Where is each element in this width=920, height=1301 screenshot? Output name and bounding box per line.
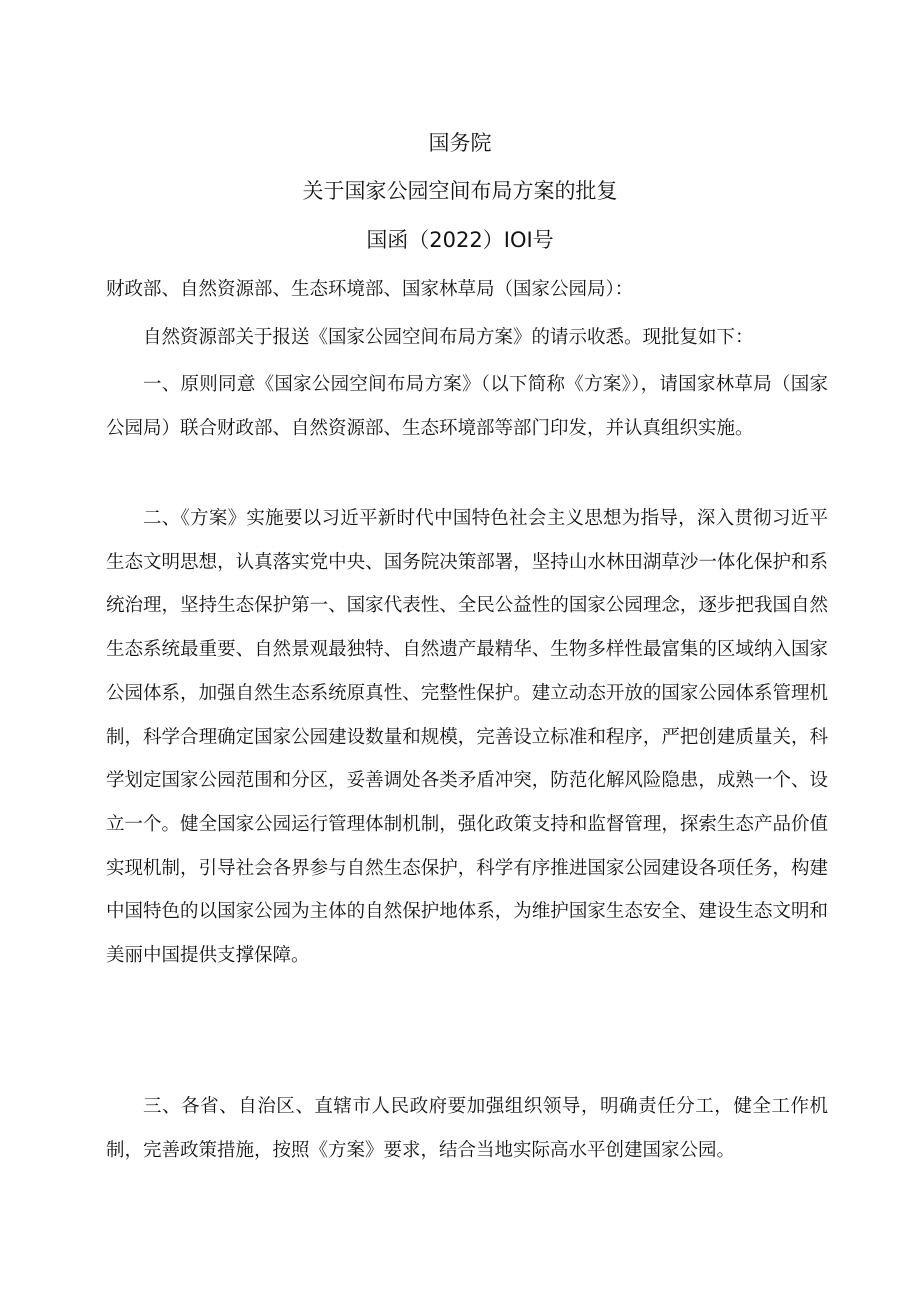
paragraph-item-2: 二、《方案》实施要以习近平新时代中国特色社会主义思想为指导，深入贯彻习近平生态文明思想，认真落实党中央、国务院决策部署，坚持山水林田湖草沙一体化保护和系统治理，坚持生态保护第一、国家代表性、全民公益性的国家公园理念，逐步把我国自然生态系统最重要、自然景观最独特、自然遗产最精华、生物多样性最富集的区域纳入国家公园体系，加强自然生态系统原真性、完整性保护。建立动态开放的国家公园体系管理机制，科学合理确定国家公园建设数量和规模，完善设立标准和程序，严把创建质量关，科学划定国家公园范围和分区，妥善调处各类矛盾冲突，防范化解风险隐患，成熟一个、设立一个。健全国家公园运行管理体制机制，强化政策支持和监督管理，探索生态产品价值实现机制，引导社会各界参与自然生态保护，科学有序推进国家公园建设各项任务，构建中国特色的以国家公园为主体的自然保护地体系，为维护国家生态安全、建设生态文明和美丽中国提供支撑保障。 (106, 508, 828, 967)
paragraph-item-3: 三、各省、自治区、直辖市人民政府要加强组织领导，明确责任分工，健全工作机制，完善政策措施，按照《方案》要求，结合当地实际高水平创建国家公园。 (106, 1096, 828, 1161)
salutation: 财政部、自然资源部、生态环境部、国家林草局（国家公园局）： (106, 279, 634, 300)
document-number: 国函（2022）IOI号 (366, 228, 554, 252)
document-title: 关于国家公园空间布局方案的批复 (302, 179, 618, 203)
paragraph-intro: 自然资源部关于报送《国家公园空间布局方案》的请示收悉。现批复如下： (143, 327, 754, 348)
paragraph-item-1: 一、原则同意《国家公园空间布局方案》（以下简称《方案》），请国家林草局（国家公园局）联合财政部、自然资源部、生态环境部等部门印发，并认真组织实施。 (106, 374, 828, 439)
issuing-authority: 国务院 (428, 131, 492, 155)
